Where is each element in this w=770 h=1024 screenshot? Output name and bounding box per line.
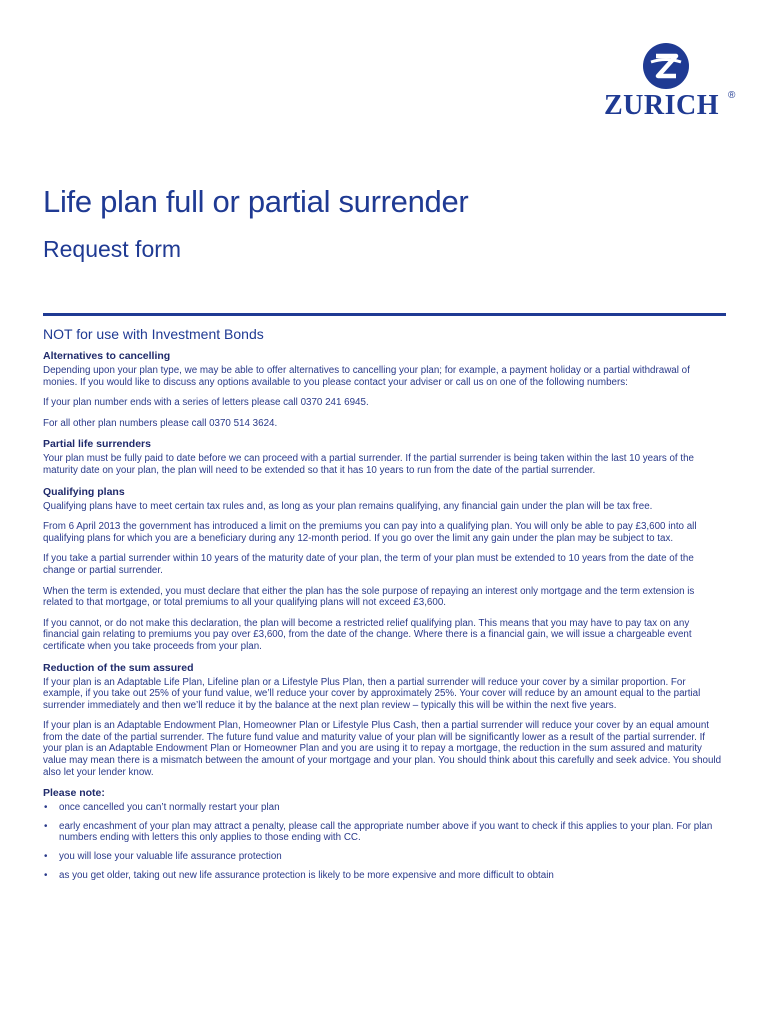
section-paragraph: If you take a partial surrender within 10 years of the maturity date of your plan, the term of your plan must be extended to 10 years from the date of the change or partial surrender. bbox=[43, 553, 694, 576]
section-paragraph: From 6 April 2013 the government has introduced a limit on the premiums you can pay into a qualifying plan. You will only be able to pay £3,600 into all qualifying plans for which you are a beneficiary during any 12-month period. If you go over the limit any gain under the plan may be subject to tax. bbox=[43, 521, 697, 544]
section-qualifying-plans bbox=[43, 486, 726, 653]
section-heading: Reduction of the sum assured bbox=[43, 661, 194, 674]
section-heading: Alternatives to cancelling bbox=[43, 350, 171, 362]
section-alternatives bbox=[43, 350, 726, 429]
section-paragraph: For all other plan numbers please call 0370 514 3624. bbox=[43, 417, 278, 429]
section-reduction-sum-assured bbox=[43, 662, 726, 779]
page-title: Life plan full or partial surrender bbox=[43, 184, 469, 219]
note-list bbox=[43, 802, 726, 881]
zurich-logo bbox=[600, 42, 740, 128]
list-item-text: as you get older, taking out new life assurance protection is likely to be more expensive and more difficult to obtain bbox=[59, 869, 554, 881]
bullet-icon: • bbox=[44, 869, 48, 881]
notice-text: NOT for use with Investment Bonds bbox=[43, 326, 264, 342]
list-item bbox=[43, 870, 726, 882]
bullet-icon: • bbox=[44, 851, 48, 863]
section-paragraph: When the term is extended, you must declare that either the plan has the sole purpose of repaying an interest only mortgage and the term extension is related to that mortgage, or total premiums to all your qualifying plans will not exceed £3,600. bbox=[43, 585, 695, 609]
section-paragraph: Qualifying plans have to meet certain tax rules and, as long as your plan remains qualifying, any financial gain under the plan will be tax free. bbox=[43, 500, 653, 512]
section-paragraph: Depending upon your plan type, we may be able to offer alternatives to cancelling your plan; for example, a payment holiday or a partial withdrawal of monies. If you would like to discuss any options available to you please contact your adviser or call us on one of the following numbers: bbox=[43, 365, 690, 388]
section-heading: Qualifying plans bbox=[43, 485, 125, 498]
section-paragraph: If your plan is an Adaptable Life Plan, Lifeline plan or a Lifestyle Plus Plan, then a partial surrender will reduce your cover by a similar proportion. For example, if you take out 25% of your fund value, we’ll reduce your cover by approximately 25%. Your cover will reduce by an amount equal to the partial surrender immediately and then we’ll reduce it by the balance at the next plan review – typically this will be within the next five years. bbox=[43, 676, 701, 711]
logo-wordmark: ZURICH bbox=[604, 90, 720, 121]
document-body bbox=[43, 326, 726, 888]
section-paragraph: If your plan number ends with a series of letters please call 0370 241 6945. bbox=[43, 397, 369, 409]
registered-mark: ® bbox=[728, 90, 736, 101]
list-item-text: early encashment of your plan may attract a penalty, please call the appropriate number above if you want to check if this applies to your plan. For plan numbers ending with letters this only applies to those ending with CC. bbox=[59, 820, 713, 844]
section-paragraph: If your plan is an Adaptable Endowment Plan, Homeowner Plan or Lifestyle Plus Cash, then a partial surrender will reduce your cover by an equal amount from the date of the partial surrender. The future fund value and maturity value of your plan will be significantly lower as a result of the partial surrender. If your plan is an Adaptable Endowment Plan or Homeowner Plan and you are using it to repay a mortgage, the reduction in the sum assured and maturity value may mean there is a mismatch between the amount of your mortgage and your plan. You should think about this carefully and seek advice. You should also let your lender know. bbox=[43, 720, 722, 778]
list-item bbox=[43, 821, 726, 844]
section-please-note bbox=[43, 787, 726, 881]
section-heading: Partial life surrenders bbox=[43, 438, 151, 451]
section-paragraph: If you cannot, or do not make this declaration, the plan will become a restricted relief qualifying plan. This means that you may have to pay tax on any financial gain relating to premiums you pay over £3,600, from the date of the change. Where there is a financial gain, we will issue a chargeable event certificate when you take proceeds from your plan. bbox=[43, 617, 692, 652]
section-heading: Please note: bbox=[43, 787, 105, 800]
list-item bbox=[43, 851, 726, 863]
list-item bbox=[43, 802, 726, 814]
page-subtitle: Request form bbox=[43, 236, 182, 262]
header-divider bbox=[43, 313, 726, 316]
list-item-text: you will lose your valuable life assurance protection bbox=[59, 851, 282, 863]
bullet-icon: • bbox=[44, 802, 48, 814]
section-partial-surrenders bbox=[43, 438, 726, 476]
zurich-z-icon bbox=[642, 42, 690, 90]
bullet-icon: • bbox=[44, 820, 48, 832]
list-item-text: once cancelled you can’t normally restart your plan bbox=[59, 802, 280, 814]
section-paragraph: Your plan must be fully paid to date before we can proceed with a partial surrender. If the partial surrender is being taken within the last 10 years of the maturity date on your plan, the plan will need to be extended so that it has 10 years to run from the date of the partial surrender. bbox=[43, 453, 694, 476]
